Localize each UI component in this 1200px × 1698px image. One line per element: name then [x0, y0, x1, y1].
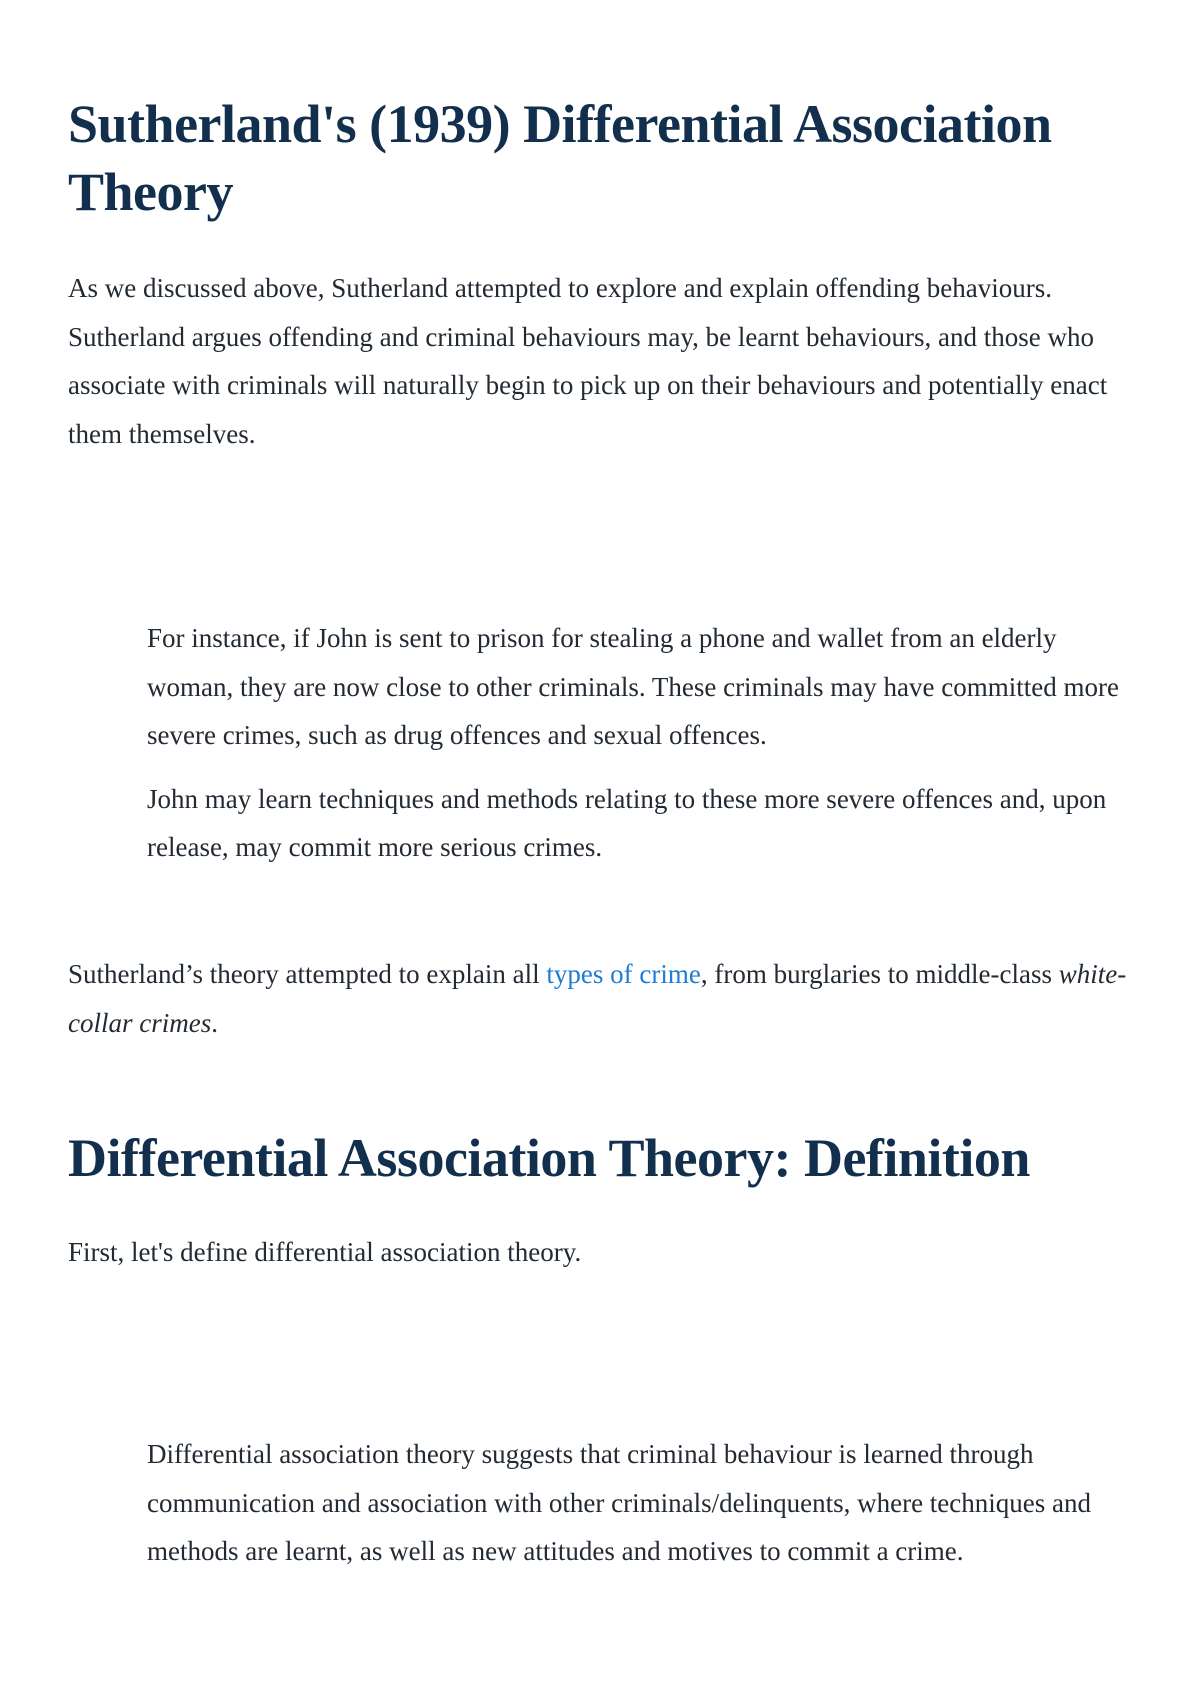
white-collar-crimes-emphasis: white-collar crimes	[68, 959, 1127, 1038]
example-paragraph-1: For instance, if John is sent to prison for stealing a phone and wallet from an elderly woman, they are now close to other criminals. These criminals may have committed more severe crimes, such as drug offences and sexual offences.	[147, 623, 1119, 750]
example-callout	[147, 614, 1147, 872]
theory-text-end: .	[211, 1007, 218, 1038]
intro-paragraph: As we discussed above, Sutherland attempted to explore and explain offending behaviours. Sutherland argues offending and criminal behaviours may, be learnt behaviours, and those who associate with criminals will naturally begin to pick up on their behaviours and potentially enact them themselves.	[68, 273, 1108, 449]
theory-text-after-link: , from burglaries to middle-class	[700, 959, 1059, 989]
definition-callout	[147, 1430, 1147, 1576]
theory-text-before-link: Sutherland’s theory attempted to explain all	[68, 959, 547, 989]
definition-intro-paragraph: First, let's define differential association theory.	[68, 1237, 582, 1267]
example-paragraph-2: John may learn techniques and methods relating to these more severe offences and, upon release, may commit more serious crimes.	[147, 783, 1107, 862]
types-of-crime-link[interactable]: types of crime	[546, 959, 701, 989]
section-heading-definition: Differential Association Theory: Definition	[68, 1128, 1030, 1188]
section-heading-theory: Sutherland's (1939) Differential Association Theory	[68, 94, 1052, 222]
theory-scope-paragraph	[68, 950, 1132, 1047]
definition-paragraph: Differential association theory suggests that criminal behaviour is learned through communication and association with other criminals/delinquents, where techniques and methods are learnt, as well as new attitudes and motives to commit a crime.	[147, 1439, 1091, 1566]
